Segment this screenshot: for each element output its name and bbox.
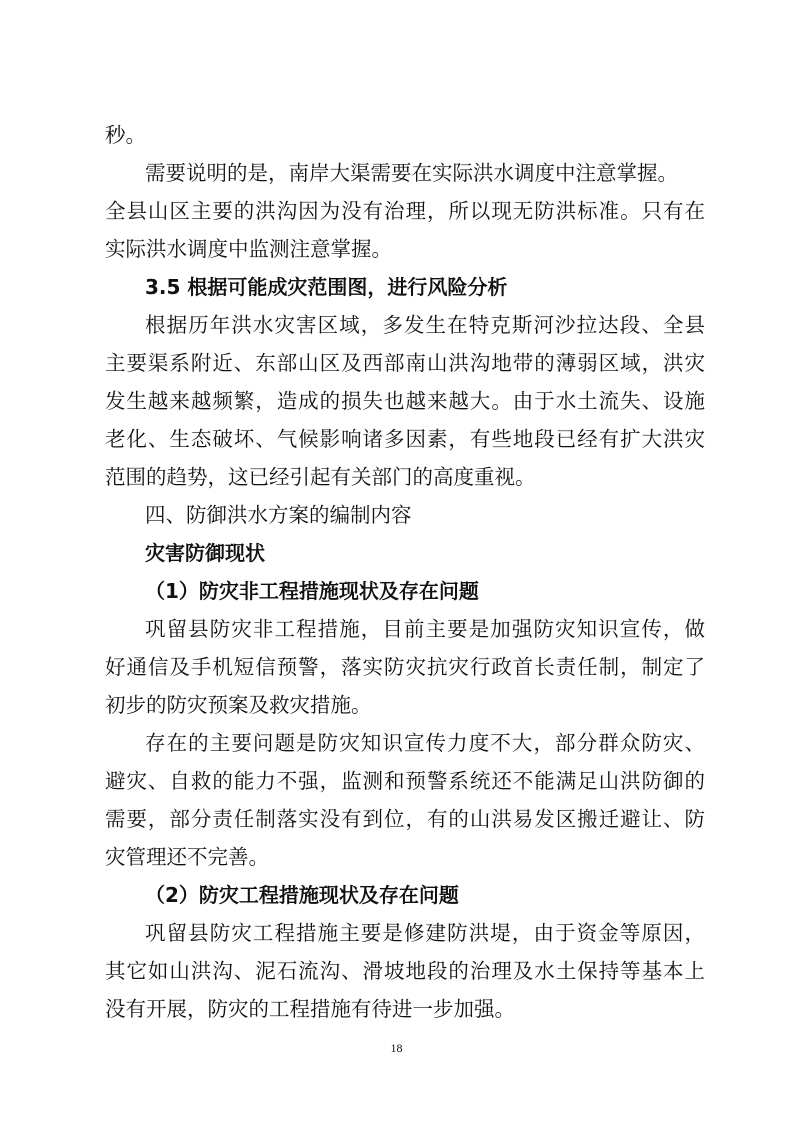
body-text-line: 根据历年洪水灾害区域，多发生在特克斯河沙拉达段、全县 bbox=[145, 313, 705, 337]
body-text-line: 初步的防灾预案及救灾措施。 bbox=[105, 693, 372, 717]
body-text-line: 灾管理还不完善。 bbox=[105, 845, 269, 869]
body-text-line: 老化、生态破坏、气候影响诸多因素，有些地段已经有扩大洪灾 bbox=[105, 427, 705, 451]
body-text-line: 实际洪水调度中监测注意掌握。 bbox=[105, 237, 392, 261]
body-text-line: 全县山区主要的洪沟因为没有治理，所以现无防洪标准。只有在 bbox=[105, 199, 705, 223]
subsection-heading: 灾害防御现状 bbox=[145, 541, 265, 565]
body-text-line: 存在的主要问题是防灾知识宣传力度不大，部分群众防灾、 bbox=[145, 731, 705, 755]
subsection-heading: （2）防灾工程措施现状及存在问题 bbox=[145, 883, 459, 907]
body-text-line: 巩留县防灾非工程措施，目前主要是加强防灾知识宣传，做 bbox=[145, 617, 705, 641]
body-text-line: 主要渠系附近、东部山区及西部南山洪沟地带的薄弱区域，洪灾 bbox=[105, 351, 705, 375]
body-text-line: 需要说明的是，南岸大渠需要在实际洪水调度中注意掌握。 bbox=[145, 161, 678, 185]
body-text-line: 巩留县防灾工程措施主要是修建防洪堤，由于资金等原因， bbox=[145, 921, 705, 945]
body-text-line: 范围的趋势，这已经引起有关部门的高度重视。 bbox=[105, 465, 536, 489]
body-text-line: 好通信及手机短信预警，落实防灾抗灾行政首长责任制，制定了 bbox=[105, 655, 705, 679]
body-text-line: 需要，部分责任制落实没有到位，有的山洪易发区搬迁避让、防 bbox=[105, 807, 705, 831]
subsection-heading: （1）防灾非工程措施现状及存在问题 bbox=[145, 579, 479, 603]
body-text-line: 没有开展，防灾的工程措施有待进一步加强。 bbox=[105, 997, 515, 1021]
section-heading: 3.5 根据可能成灾范围图，进行风险分析 bbox=[145, 275, 508, 299]
chapter-heading: 四、防御洪水方案的编制内容 bbox=[145, 503, 412, 527]
body-text-line: 秒。 bbox=[105, 123, 146, 147]
body-text-line: 其它如山洪沟、泥石流沟、滑坡地段的治理及水土保持等基本上 bbox=[105, 959, 705, 983]
body-text-line: 避灾、自救的能力不强，监测和预警系统还不能满足山洪防御的 bbox=[105, 769, 705, 793]
body-text-line: 发生越来越频繁，造成的损失也越来越大。由于水土流失、设施 bbox=[105, 389, 705, 413]
page-number: 18 bbox=[390, 1041, 403, 1055]
